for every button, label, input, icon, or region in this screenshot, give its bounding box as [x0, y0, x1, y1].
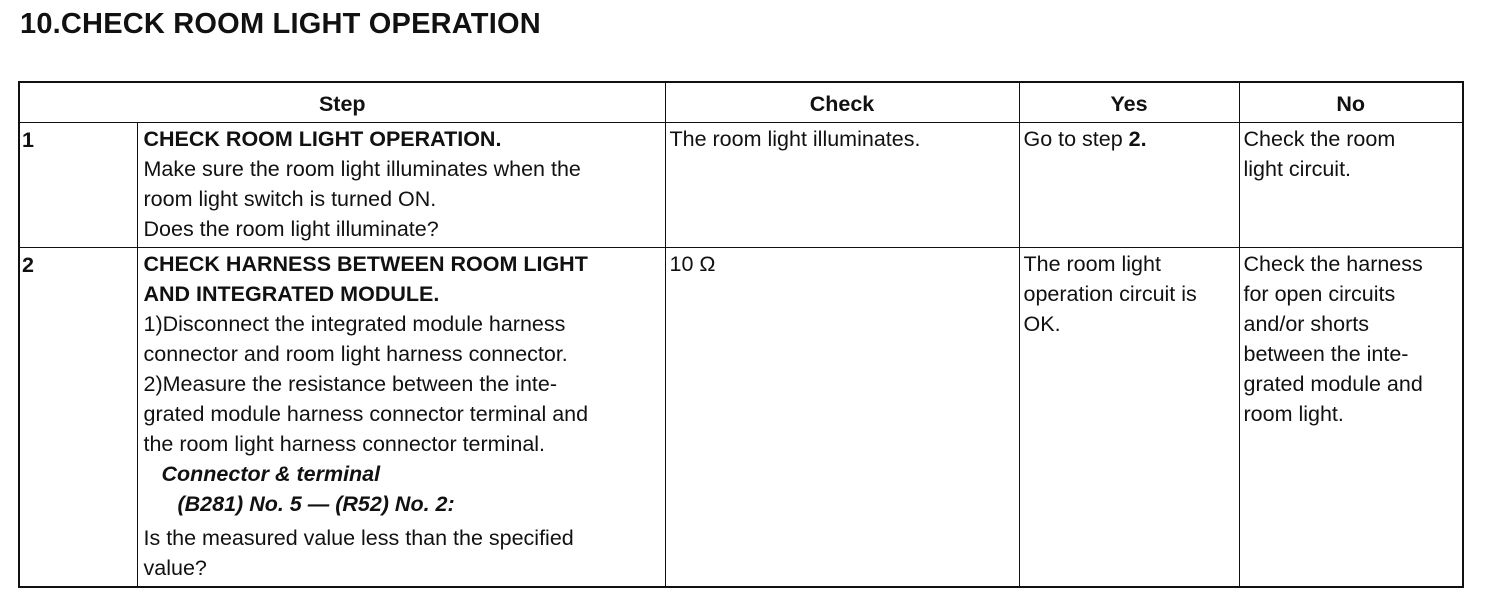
header-step: Step	[19, 82, 665, 123]
yes-cell	[1019, 123, 1239, 248]
yes-text: operation circuit is	[1023, 282, 1197, 306]
yes-prefix: Go to step	[1023, 127, 1129, 151]
no-text: Check the harness	[1243, 252, 1423, 276]
no-text: Check the room	[1243, 127, 1396, 151]
check-cell	[665, 248, 1019, 588]
step-question: Is the measured value less than the specified	[143, 526, 574, 550]
no-cell	[1239, 123, 1463, 248]
step-title: CHECK ROOM LIGHT OPERATION.	[143, 127, 502, 151]
table-row	[19, 123, 1463, 248]
table-header-row	[19, 82, 1463, 123]
step-text: Make sure the room light illuminates when the	[143, 157, 581, 181]
no-text: grated module and	[1243, 372, 1423, 396]
yes-text: The room light	[1023, 252, 1161, 276]
yes-text: OK.	[1023, 312, 1061, 336]
connector-terminal: (B281) No. 5 — (R52) No. 2:	[177, 492, 455, 516]
step-text: room light switch is turned ON.	[143, 187, 437, 211]
step-text: grated module harness connector terminal and	[143, 402, 589, 426]
page-title: 10.CHECK ROOM LIGHT OPERATION	[20, 8, 541, 40]
table-row	[19, 248, 1463, 588]
step-number: 2	[19, 248, 137, 588]
step-title: CHECK HARNESS BETWEEN ROOM LIGHT	[143, 252, 588, 276]
check-text: 10 Ω	[669, 252, 716, 276]
no-text: between the inte-	[1243, 342, 1409, 366]
connector-label: Connector & terminal	[161, 462, 381, 486]
step-cell	[137, 248, 665, 588]
header-no: No	[1239, 82, 1463, 123]
step-text: connector and room light harness connector.	[143, 342, 568, 366]
header-check: Check	[665, 82, 1019, 123]
step-question: value?	[143, 556, 207, 580]
yes-text	[1024, 124, 1235, 154]
step-text: the room light harness connector terminal.	[143, 432, 546, 456]
step-text: 1)Disconnect the integrated module harness	[143, 312, 566, 336]
header-yes: Yes	[1019, 82, 1239, 123]
yes-cell	[1019, 248, 1239, 588]
no-cell	[1239, 248, 1463, 588]
step-question: Does the room light illuminate?	[143, 217, 439, 241]
step-title: AND INTEGRATED MODULE.	[143, 282, 440, 306]
check-cell	[665, 123, 1019, 248]
step-cell	[137, 123, 665, 248]
diagnostic-table	[18, 81, 1464, 588]
no-text: for open circuits	[1243, 282, 1396, 306]
check-text: The room light illuminates.	[669, 127, 921, 151]
no-text: room light.	[1243, 402, 1344, 426]
step-number: 1	[19, 123, 137, 248]
no-text: light circuit.	[1243, 157, 1352, 181]
no-text: and/or shorts	[1243, 312, 1369, 336]
step-text: 2)Measure the resistance between the inte-	[143, 372, 558, 396]
goto-step-link: 2.	[1128, 127, 1147, 151]
